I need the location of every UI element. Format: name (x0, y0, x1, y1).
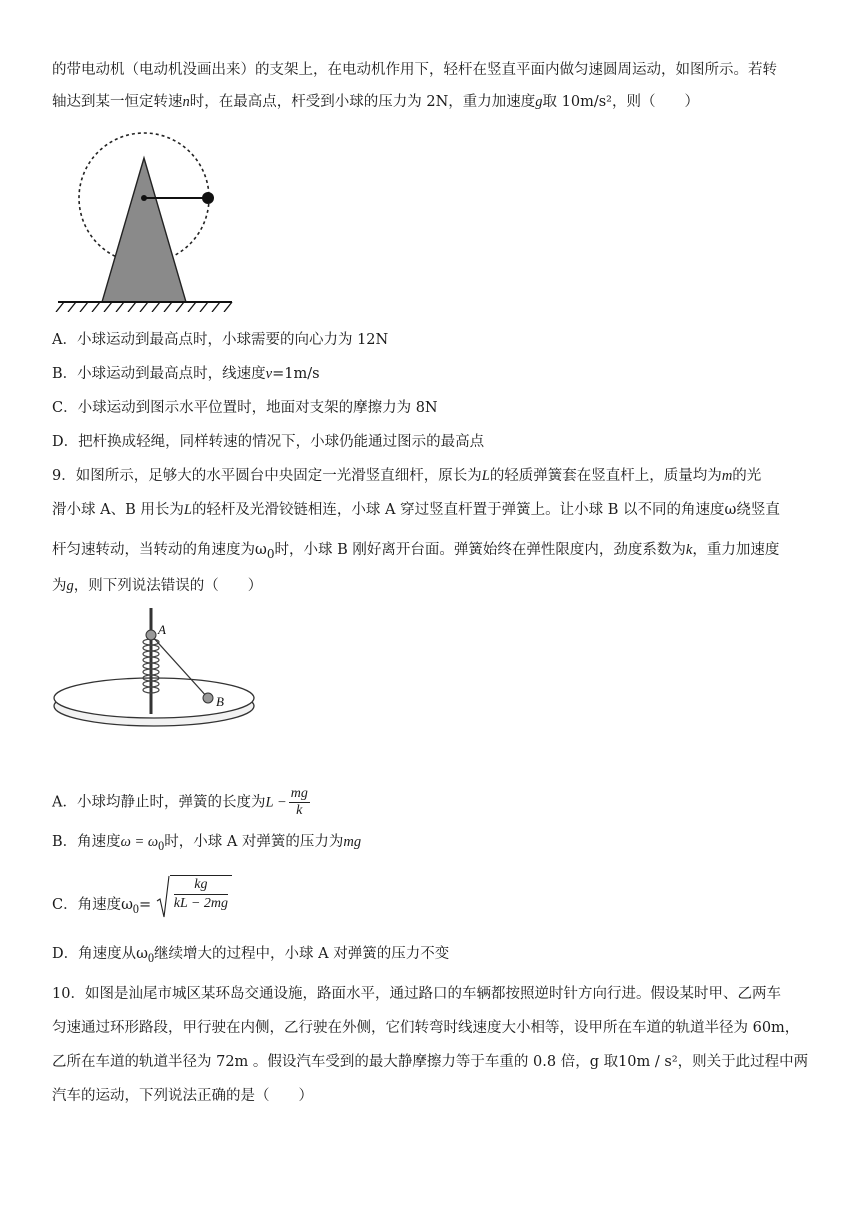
q9-stem-line3: 杆匀速转动，当转动的角速度为$\omega_0$时，小球 B 刚好离开台面。弹簧始终在弹性限度内，劲度系数为k，重力加速度 (52, 542, 780, 561)
small-ball (202, 192, 214, 204)
q8-stem-line1: 的带电动机（电动机没画出来）的支架上，在电动机作用下，轻杆在竖直平面内做匀速圆周运动，如图所示。若转 (52, 62, 777, 78)
q10-stem-line2: 匀速通过环形路段，甲行驶在内侧，乙行驶在外侧，它们转弯时线速度大小相等，设甲所在车道的轨道半径为 60m， (52, 1020, 800, 1036)
q9-stem-line2: 滑小球 A、B 用长为L的轻杆及光滑铰链相连，小球 A 穿过竖直杆置于弹簧上。让小球 B 以不同的角速度ω绕竖直 (52, 502, 780, 518)
sqrt-expression: $\frac{kg}{kL - 2mg}$ (156, 875, 232, 913)
q8-option-c: C．小球运动到图示水平位置时，地面对支架的摩擦力为 8N (52, 400, 438, 416)
ball-b (203, 693, 213, 703)
label-b: B (216, 694, 224, 709)
q8-option-d: D．把杆换成轻绳，同样转速的情况下，小球仍能通过图示的最高点 (52, 434, 485, 450)
q9-stem-line1: 9．如图所示，足够大的水平圆台中央固定一光滑竖直细杆，原长为L的轻质弹簧套在竖直杆上，质量均为m的光 (52, 468, 762, 484)
ground-hatching (56, 302, 232, 312)
q8-stem-line2: 轴达到某一恒定转速n时，在最高点，杆受到小球的压力为 2N，重力加速度g取 10m/s²，则（ ） (52, 94, 699, 110)
q8-option-b: B．小球运动到最高点时，线速度v=1m/s (52, 366, 320, 382)
q8-figure-rotating-rod (54, 132, 244, 312)
q8-option-a: A．小球运动到最高点时，小球需要的向心力为 12N (52, 332, 389, 348)
q9-option-b: B．角速度$\omega = \omega_0$时，小球 A 对弹簧的压力为mg (52, 834, 362, 853)
ball-a (146, 630, 156, 640)
q10-stem-line3: 乙所在车道的轨道半径为 72m 。假设汽车受到的最大静摩擦力等于车重的 0.8 倍，g 取10m / s²，则关于此过程中两 (52, 1054, 809, 1070)
q9-stem-line4: 为g，则下列说法错误的（ ） (52, 578, 263, 594)
q9-figure-spring-rod (52, 606, 262, 736)
q10-stem-line4: 汽车的运动，下列说法正确的是（ ） (52, 1088, 313, 1104)
label-a: A (158, 622, 166, 637)
q10-stem-line1: 10．如图是汕尾市城区某环岛交通设施，路面水平，通过路口的车辆都按照逆时针方向行进。假设某时甲、乙两车 (52, 986, 781, 1002)
pivot-point (141, 195, 147, 201)
q9-option-d: D．角速度从$\omega_0$继续增大的过程中，小球 A 对弹簧的压力不变 (52, 946, 450, 965)
q9-option-c: C．角速度$\omega_0=$ $\frac{kg}{kL - 2mg}$ (52, 886, 232, 924)
support-stand (102, 158, 186, 302)
q9-option-a: A．小球均静止时，弹簧的长度为L − $\frac{mg}{k}$ (52, 786, 308, 818)
turntable-top (54, 678, 254, 718)
